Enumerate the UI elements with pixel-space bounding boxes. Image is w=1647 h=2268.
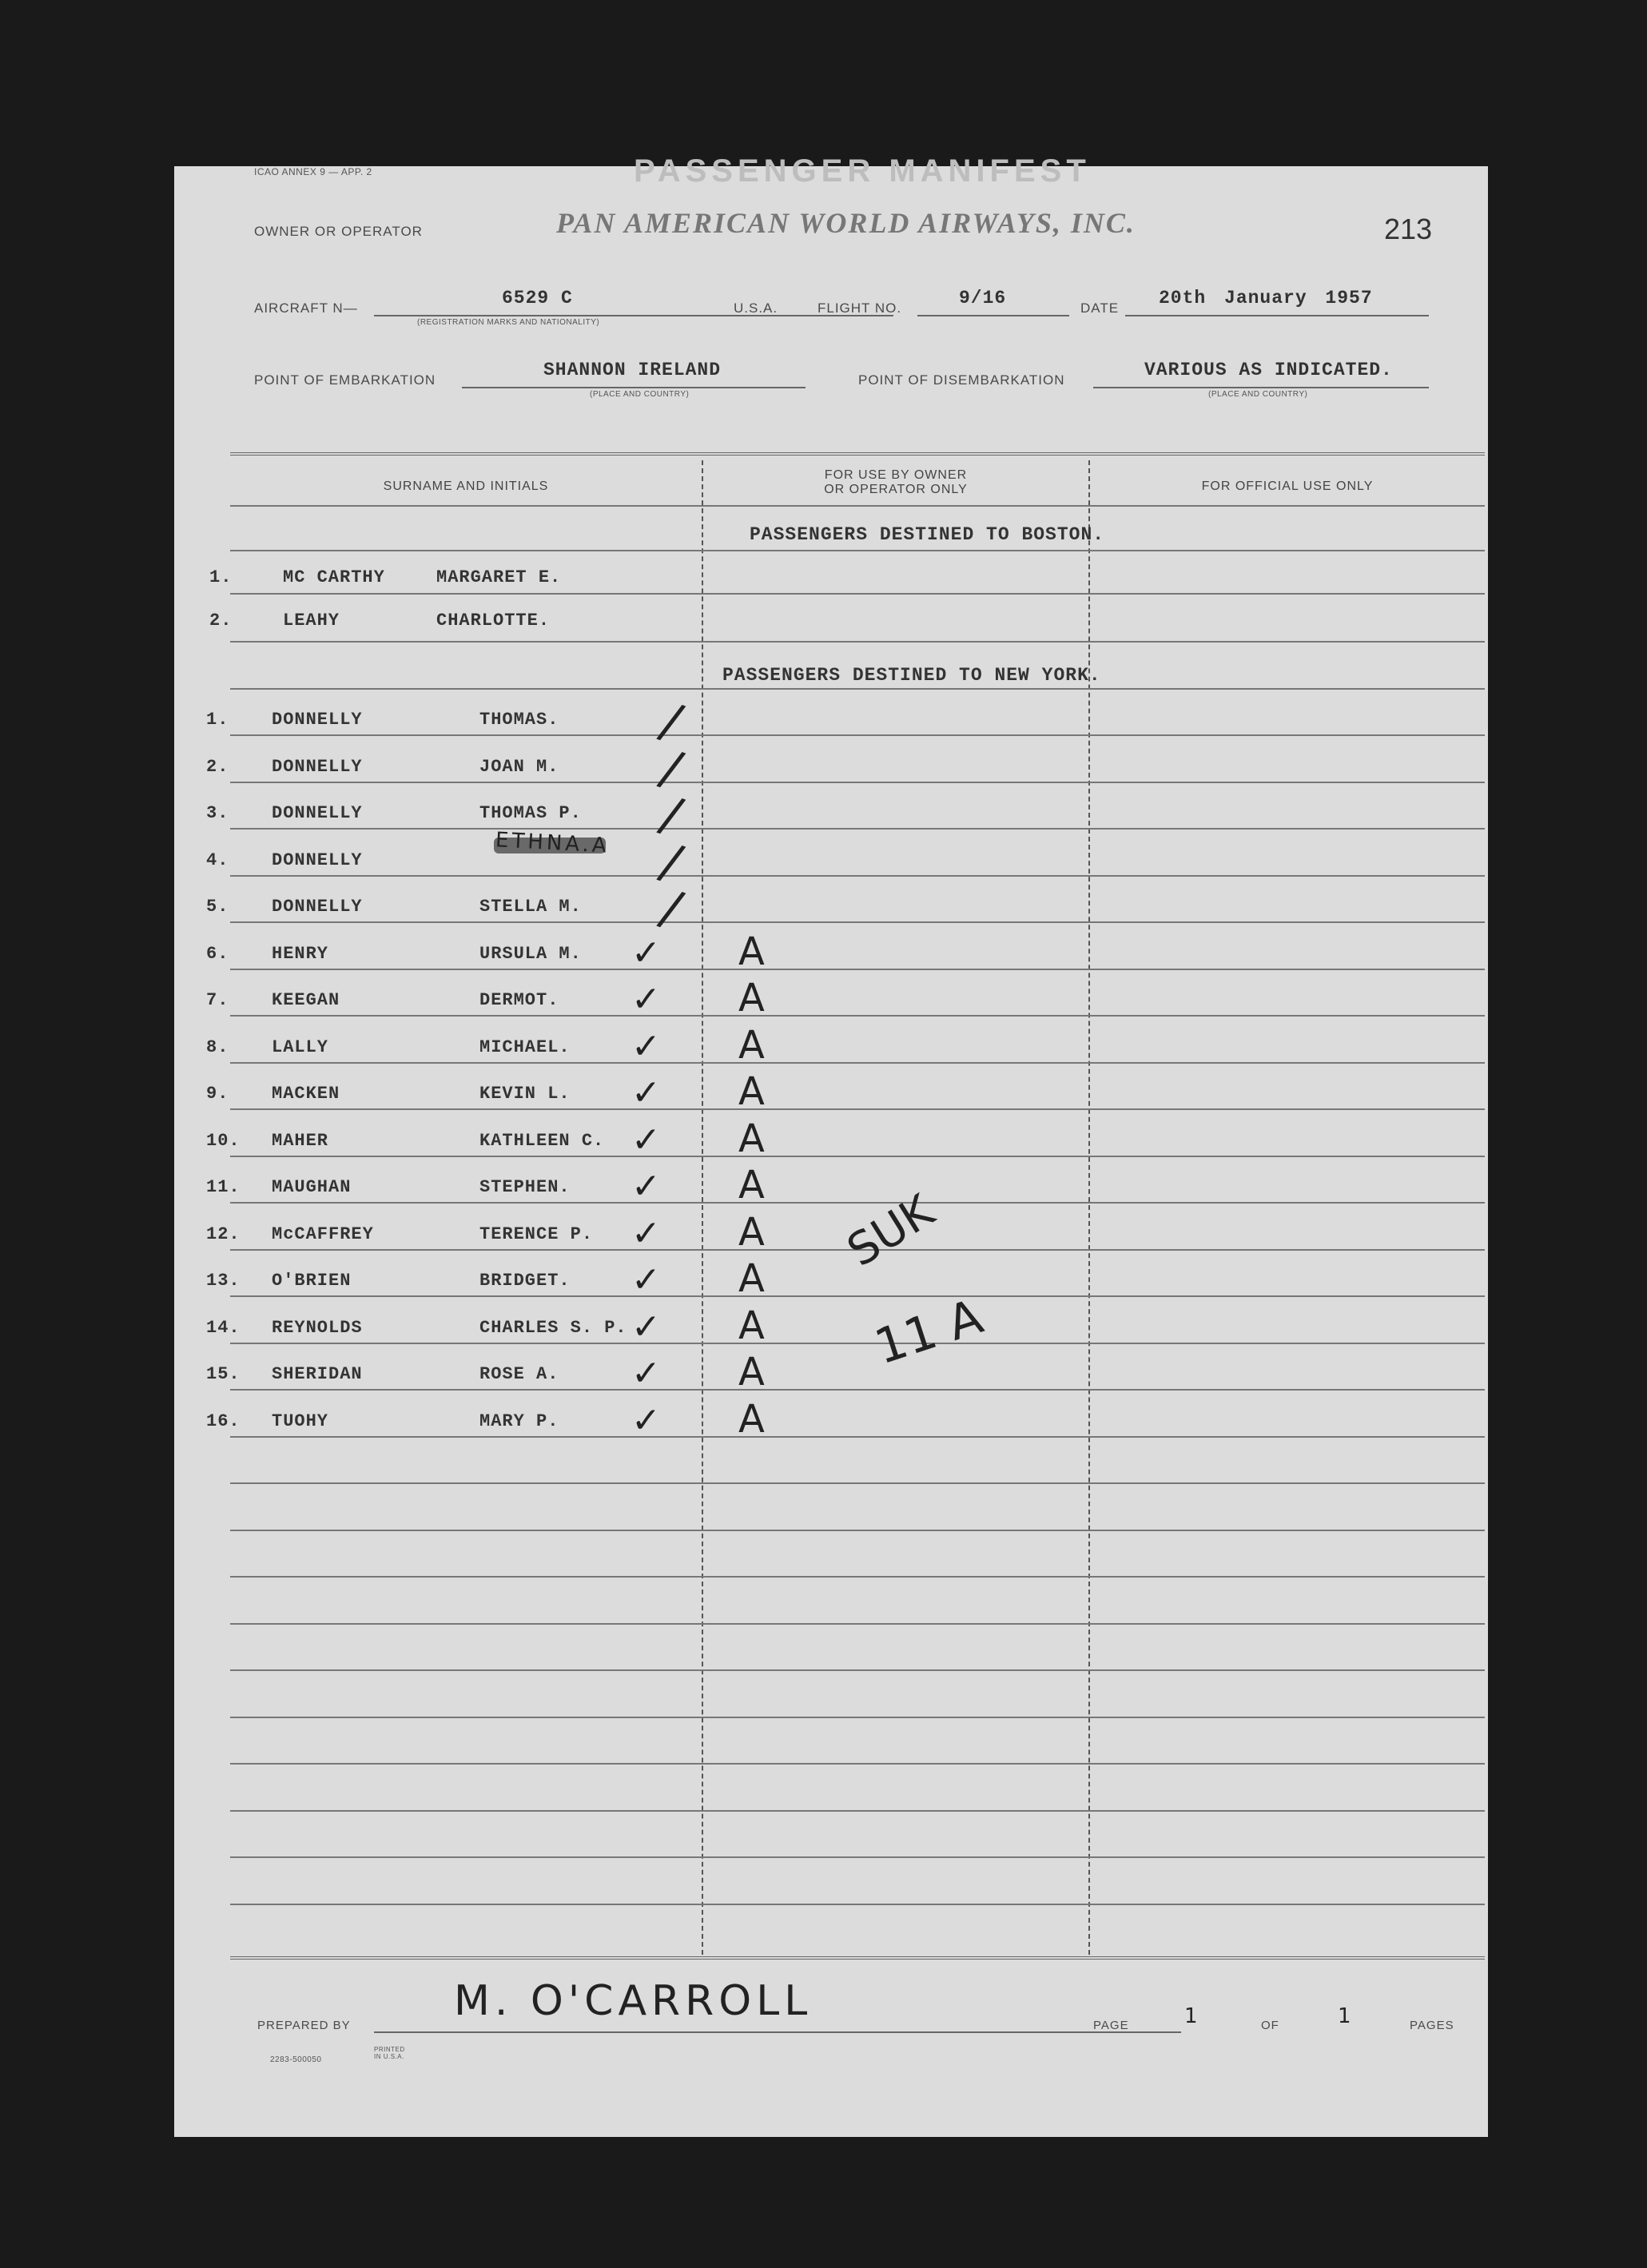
passenger-given-names: DERMOT. — [479, 990, 559, 1010]
table-bottom-rule — [230, 1956, 1485, 1960]
row-number: 15. — [206, 1364, 241, 1384]
passenger-surname: MACKEN — [272, 1084, 340, 1104]
disembark-label: POINT OF DISEMBARKATION — [858, 372, 1065, 388]
table-rule — [230, 1295, 1485, 1297]
table-rule — [230, 875, 1485, 877]
table-rule — [230, 782, 1485, 783]
check-mark: ✓ — [631, 1119, 661, 1160]
check-mark: ✓ — [631, 979, 661, 1020]
annex-label: ICAO ANNEX 9 — APP. 2 — [254, 166, 372, 177]
table-rule — [230, 1856, 1485, 1858]
col-official: FOR OFFICIAL USE ONLY — [1201, 479, 1374, 493]
page-number: 213 — [1384, 213, 1433, 245]
passenger-surname: MC CARTHY — [283, 567, 385, 587]
passenger-surname: HENRY — [272, 943, 329, 964]
status-code: A — [738, 1022, 765, 1068]
row-number: 11. — [206, 1177, 241, 1197]
table-rule — [230, 505, 1485, 507]
aircraft-sub: (REGISTRATION MARKS AND NATIONALITY) — [417, 318, 600, 327]
row-number: 2. — [206, 756, 229, 777]
passenger-surname: DONNELLY — [272, 803, 363, 823]
status-code: A — [738, 1116, 765, 1161]
table-rule — [230, 1482, 1485, 1484]
status-code: A — [738, 1209, 765, 1255]
check-mark: ✓ — [631, 1025, 661, 1067]
row-number: 4. — [206, 850, 229, 870]
row-number: 7. — [206, 990, 229, 1010]
row-number: 14. — [206, 1317, 241, 1338]
passenger-given-names: MARY P. — [479, 1411, 559, 1431]
passenger-surname: MAHER — [272, 1130, 329, 1151]
prepared-label: PREPARED BY — [257, 2019, 351, 2032]
passenger-surname: LEAHY — [283, 611, 340, 631]
embark-label: POINT OF EMBARKATION — [254, 372, 436, 388]
passenger-surname: DONNELLY — [272, 897, 363, 917]
check-mark: ✓ — [631, 1399, 661, 1441]
prepared-value: M. O'CARROLL — [454, 1977, 813, 2025]
check-mark: ✓ — [631, 1166, 661, 1207]
column-divider-1 — [702, 460, 703, 1955]
status-code: A — [738, 976, 765, 1021]
table-rule — [230, 593, 1485, 595]
table-rule — [230, 921, 1485, 923]
table-rule — [230, 1763, 1485, 1765]
row-number: 13. — [206, 1271, 241, 1291]
form-code: 2283-500050 — [270, 2055, 322, 2064]
handwritten-correction: ETHNA.A — [495, 828, 611, 858]
row-number: 6. — [206, 943, 229, 964]
passenger-surname: DONNELLY — [272, 756, 363, 777]
table-rule — [230, 969, 1485, 970]
check-mark: / — [654, 738, 690, 798]
passenger-surname: DONNELLY — [272, 850, 363, 870]
table-rule — [230, 1623, 1485, 1625]
passenger-given-names: CHARLES S. P. — [479, 1317, 627, 1338]
passenger-surname: REYNOLDS — [272, 1317, 363, 1338]
passenger-given-names: KEVIN L. — [479, 1084, 571, 1104]
row-number: 1. — [206, 710, 229, 730]
row-number: 5. — [206, 897, 229, 917]
table-rule — [230, 734, 1485, 736]
section-boston: PASSENGERS DESTINED TO BOSTON. — [750, 524, 1105, 545]
check-mark: / — [654, 784, 690, 846]
table-rule — [230, 828, 1485, 830]
status-code: A — [738, 1256, 765, 1301]
check-mark: ✓ — [631, 1212, 661, 1254]
row-number: 12. — [206, 1224, 241, 1244]
table-rule — [230, 641, 1485, 643]
page-label: PAGE — [1093, 2019, 1129, 2032]
passenger-given-names: JOAN M. — [479, 756, 559, 777]
row-number: 10. — [206, 1130, 241, 1151]
date-value: 20th January 1957 — [1159, 288, 1373, 308]
flight-label: FLIGHT NO. — [818, 300, 902, 316]
passenger-given-names: STELLA M. — [479, 897, 582, 917]
check-mark: ✓ — [631, 1072, 661, 1113]
table-top-rule — [230, 452, 1485, 456]
passenger-surname: McCAFFREY — [272, 1224, 374, 1244]
owner-label: OWNER OR OPERATOR — [254, 224, 423, 239]
status-code: A — [738, 1069, 765, 1114]
handwritten-note-2: 11 A — [868, 1288, 989, 1376]
usa-label: U.S.A. — [734, 300, 778, 316]
status-code: A — [738, 1350, 765, 1395]
row-number: 9. — [206, 1084, 229, 1104]
status-code: A — [738, 929, 765, 974]
table-rule — [230, 688, 1485, 690]
disembark-value: VARIOUS AS INDICATED. — [1144, 360, 1393, 380]
check-mark: / — [654, 831, 690, 892]
passenger-surname: O'BRIEN — [272, 1271, 352, 1291]
row-number: 1. — [209, 567, 233, 587]
table-rule — [230, 1343, 1485, 1344]
printed-note: PRINTED IN U.S.A. — [374, 2046, 405, 2060]
check-mark: ✓ — [631, 1306, 661, 1347]
check-mark: ✓ — [631, 1353, 661, 1394]
passenger-surname: DONNELLY — [272, 710, 363, 730]
owner-value: PAN AMERICAN WORLD AIRWAYS, INC. — [556, 207, 1136, 239]
table-rule — [230, 1015, 1485, 1017]
manifest-page — [174, 153, 1488, 2137]
row-number: 16. — [206, 1411, 241, 1431]
aircraft-label: AIRCRAFT N— — [254, 300, 358, 316]
passenger-given-names: MICHAEL. — [479, 1037, 571, 1057]
row-number: 8. — [206, 1037, 229, 1057]
table-rule — [230, 1108, 1485, 1110]
of-label: OF — [1261, 2019, 1279, 2032]
flight-value: 9/16 — [959, 288, 1007, 308]
passenger-surname: MAUGHAN — [272, 1177, 352, 1197]
table-rule — [230, 1436, 1485, 1438]
passenger-given-names: TERENCE P. — [479, 1224, 594, 1244]
disembark-sub: (PLACE AND COUNTRY) — [1208, 390, 1308, 399]
table-rule — [230, 1904, 1485, 1905]
date-label: DATE — [1080, 300, 1120, 316]
table-rule — [230, 1530, 1485, 1531]
embark-sub: (PLACE AND COUNTRY) — [590, 390, 690, 399]
handwritten-note-1: SUK — [838, 1184, 943, 1278]
status-code: A — [738, 1303, 765, 1348]
passenger-given-names: KATHLEEN C. — [479, 1130, 605, 1151]
passenger-given-names: MARGARET E. — [436, 567, 562, 587]
passenger-given-names: THOMAS P. — [479, 803, 582, 823]
passenger-given-names: STEPHEN. — [479, 1177, 571, 1197]
aircraft-value: 6529 C — [502, 288, 573, 308]
check-mark: / — [654, 877, 690, 939]
col-surname: SURNAME AND INITIALS — [383, 479, 549, 493]
table-rule — [230, 1669, 1485, 1671]
embark-value: SHANNON IRELAND — [543, 360, 722, 380]
table-rule — [230, 1717, 1485, 1718]
table-rule — [230, 1156, 1485, 1157]
check-mark: ✓ — [631, 932, 661, 973]
passenger-surname: TUOHY — [272, 1411, 329, 1431]
table-rule — [230, 550, 1485, 551]
passenger-surname: LALLY — [272, 1037, 329, 1057]
table-rule — [230, 1062, 1485, 1064]
status-code: A — [738, 1163, 765, 1208]
passenger-surname: KEEGAN — [272, 990, 340, 1010]
passenger-given-names: BRIDGET. — [479, 1271, 571, 1291]
of-value: 1 — [1338, 2004, 1351, 2028]
check-mark: ✓ — [631, 1259, 661, 1300]
col-owner-use-2: OR OPERATOR ONLY — [824, 483, 968, 496]
section-newyork: PASSENGERS DESTINED TO NEW YORK. — [722, 665, 1101, 686]
page-value: 1 — [1184, 2004, 1198, 2028]
passenger-given-names: ROSE A. — [479, 1364, 559, 1384]
table-rule — [230, 1810, 1485, 1812]
passenger-given-names: THOMAS. — [479, 710, 559, 730]
faded-title: PASSENGER MANIFEST — [634, 153, 1091, 189]
col-owner-use-1: FOR USE BY OWNER — [824, 468, 968, 482]
status-code: A — [738, 1396, 765, 1442]
row-number: 3. — [206, 803, 229, 823]
pages-label: PAGES — [1410, 2019, 1454, 2032]
passenger-surname: SHERIDAN — [272, 1364, 363, 1384]
passenger-given-names: CHARLOTTE. — [436, 611, 551, 631]
table-rule — [230, 1202, 1485, 1204]
table-rule — [230, 1389, 1485, 1391]
passenger-given-names: URSULA M. — [479, 943, 582, 964]
check-mark: / — [654, 690, 690, 752]
row-number: 2. — [209, 611, 233, 631]
table-rule — [230, 1576, 1485, 1578]
